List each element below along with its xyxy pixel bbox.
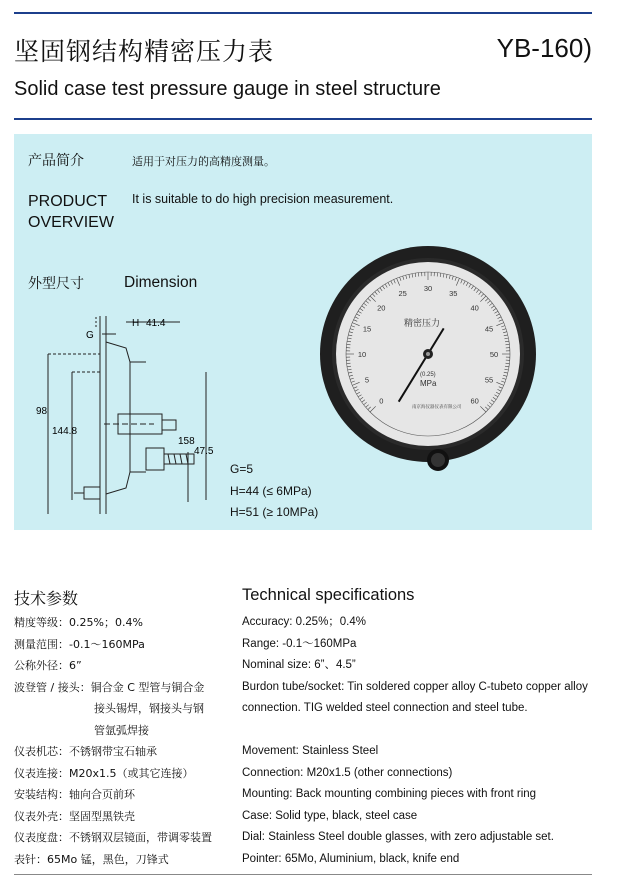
scale-label-35: 35 <box>449 289 458 298</box>
dimension-label-cn: 外型尺寸 <box>28 276 84 292</box>
spec-connection-en: Connection: M20x1.5 (other connections) <box>242 766 453 779</box>
scale-label-45: 45 <box>484 324 494 334</box>
spec-bourdon-cn-1: 波登管 / 接头：铜合金 C 型管与铜合金 <box>14 680 205 694</box>
specs-heading-en: Technical specifications <box>242 586 415 604</box>
model-number: YB-160) <box>496 33 592 63</box>
spec-connection-cn: 仪表连接：M20x1.5（或其它连接） <box>14 766 194 780</box>
product-panel <box>14 134 592 530</box>
spec-bourdon-en: Burdon tube/socket: Tin soldered copper alloy C-tubeto copper alloy connection. TIG welded steel connection and steel tube. <box>242 680 588 714</box>
specs-heading-cn: 技术参数 <box>14 589 79 608</box>
spec-size-en: Nominal size: 6”、4.5” <box>242 659 356 671</box>
label-144: 144.8 <box>52 426 78 437</box>
dial-unit: MPa <box>420 379 437 388</box>
label-41: 41.4 <box>146 318 166 329</box>
spec-mounting-cn: 安装结构：轴向合页前环 <box>14 788 135 801</box>
spec-case-en: Case: Solid type, black, steel case <box>242 809 418 822</box>
top-rule <box>14 12 592 14</box>
spec-case-cn: 仪表外壳：坚固型黑铁壳 <box>14 809 135 823</box>
scale-label-25: 25 <box>398 289 407 298</box>
specs-list-cn <box>14 612 236 870</box>
title-rule <box>14 118 592 120</box>
spec-range-en: Range: -0.1～160MPa <box>242 637 357 650</box>
dial-class: (0.25) <box>420 372 436 378</box>
pressure-gauge-photo <box>292 246 499 496</box>
label-g: G <box>86 330 94 341</box>
scale-label-40: 40 <box>470 303 479 313</box>
spec-pointer-en: Pointer: 65Mo, Aluminium, black, knife end <box>242 852 460 865</box>
dial-title: 精密压力 <box>404 318 441 328</box>
scale-label-0: 0 <box>379 396 384 406</box>
spec-bourdon-cn-2: 接头锡焊，钢接头与钢 <box>94 702 204 715</box>
note-g: G=5 <box>230 462 254 476</box>
scale-label-55: 55 <box>484 375 494 385</box>
specs-list-en <box>242 612 602 870</box>
dimension-drawing <box>34 302 244 522</box>
note-h44: H=44 (≤ 6MPa) <box>230 484 312 498</box>
scale-label-30: 30 <box>423 284 433 293</box>
scale-label-50: 50 <box>489 350 499 359</box>
overview-label-cn: 产品简介 <box>28 153 84 169</box>
page-title-en: Solid case test pressure gauge in steel structure <box>14 78 441 100</box>
spec-accuracy-en: Accuracy: 0.25%；0.4% <box>242 616 367 628</box>
spec-bourdon-cn-3: 管氩弧焊接 <box>94 723 149 737</box>
scale-label-5: 5 <box>364 375 370 385</box>
overview-label-en: PRODUCT OVERVIEW <box>28 193 114 231</box>
spec-dial-cn: 仪表度盘：不锈钢双层镜面，带调零装置 <box>14 831 212 844</box>
bottom-rule <box>14 874 592 875</box>
label-158: 158 <box>178 436 195 447</box>
scale-label-60: 60 <box>470 396 479 406</box>
spec-accuracy-cn: 精度等级：0.25%；0.4% <box>14 616 143 629</box>
spec-range-cn: 测量范围：-0.1～160MPa <box>14 637 145 651</box>
scale-label-20: 20 <box>377 303 386 313</box>
dimension-label-en: Dimension <box>124 274 198 291</box>
overview-text-en: It is suitable to do high precision measurement. <box>132 192 394 206</box>
spec-pointer-cn: 表针：65Mo 锰，黑色，刀锋式 <box>14 852 169 866</box>
overview-text-cn: 适用于对压力的高精度测量。 <box>132 155 275 168</box>
scale-label-10: 10 <box>357 350 367 359</box>
spec-dial-en: Dial: Stainless Steel double glasses, with zero adjustable set. <box>242 831 554 843</box>
label-47: 47.5 <box>194 446 214 457</box>
label-98: 98 <box>36 406 48 417</box>
spec-mounting-en: Mounting: Back mounting combining pieces with front ring <box>242 788 537 800</box>
dial-maker: 南京海仪器仪表有限公司 <box>412 404 462 409</box>
scale-label-15: 15 <box>362 324 372 334</box>
note-h51: H=51 (≥ 10MPa) <box>230 505 319 519</box>
label-h: H <box>132 318 140 329</box>
spec-size-cn: 公称外径：6” <box>14 659 82 672</box>
spec-movement-en: Movement: Stainless Steel <box>242 745 379 757</box>
spec-movement-cn: 仪表机芯：不锈钢带宝石轴承 <box>14 745 157 758</box>
page-title-cn: 坚固钢结构精密压力表 <box>14 37 275 66</box>
